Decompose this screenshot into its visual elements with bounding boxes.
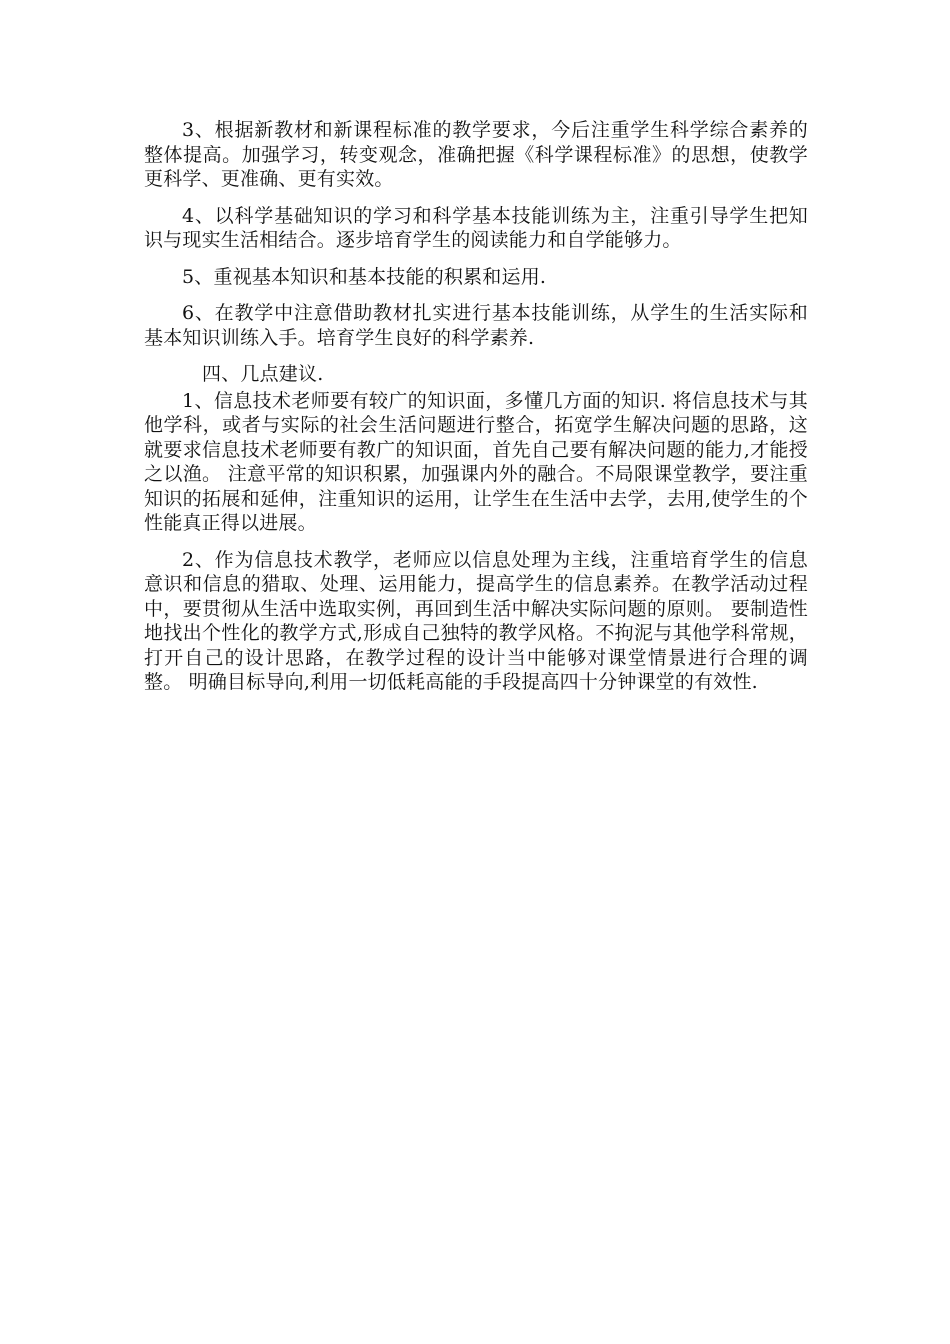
document-body [144,118,808,695]
paragraph-item-3: 3、根据新教材和新课程标准的教学要求，今后注重学生科学综合素养的整体提高。加强学习，转变观念，准确把握《科学课程标准》的思想，使教学更科学、更准确、更有实效。 [144,119,808,190]
paragraph-item-5: 5、重视基本知识和基本技能的积累和运用. [182,265,547,288]
suggestion-item-1: 1、信息技术老师要有较广的知识面，多懂几方面的知识. 将信息技术与其他学科，或者与实际的社会生活问题进行整合，拓宽学生解决问题的思路，这就要求信息技术老师要有教广的知识面，首先自己要有解决问题的能力,才能授之以渔。 注意平常的知识积累，加强课内外的融合。不局限课堂教学，要注重知识的拓展和延伸，注重知识的运用，让学生在生活中去学，去用,使学生的个性能真正得以进展。 [144,389,808,534]
paragraph-item-6: 6、在教学中注意借助教材扎实进行基本技能训练，从学生的生活实际和基本知识训练入手。培育学生良好的科学素养. [144,302,808,349]
paragraph-item-4: 4、以科学基础知识的学习和科学基本技能训练为主，注重引导学生把知识与现实生活相结合。逐步培育学生的阅读能力和自学能够力。 [144,204,808,251]
section-heading: 四、几点建议. [202,363,324,385]
suggestion-item-2: 2、作为信息技术教学，老师应以信息处理为主线，注重培育学生的信息意识和信息的猎取、处理、运用能力，提高学生的信息素养。在教学活动过程中，要贯彻从生活中选取实例，再回到生活中解决实际问题的原则。 要制造性地找出个性化的教学方式,形成自己独特的教学风格。不拘泥与其他学科常规，打开自己的设计思路，在教学过程的设计当中能够对课堂情景进行合理的调整。 明确目标导向,利用一切低耗高能的手段提高四十分钟课堂的有效性. [144,548,808,693]
